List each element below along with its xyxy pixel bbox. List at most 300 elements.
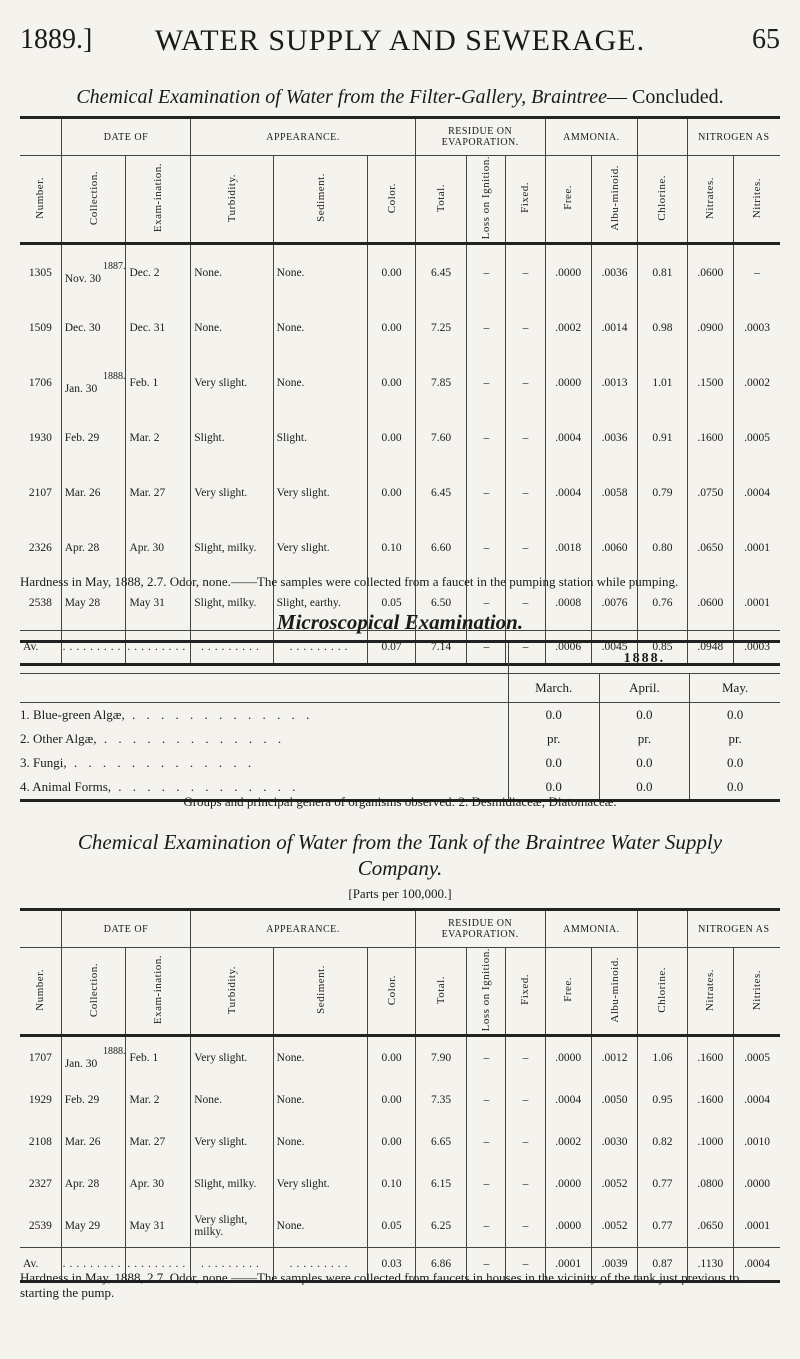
cell-value: 0.91 bbox=[652, 431, 673, 444]
cell-nitrites bbox=[734, 1036, 780, 1080]
group-date: DATE OF bbox=[61, 118, 191, 156]
cell-value: 0.76 bbox=[652, 596, 673, 609]
micro-title: Microscopical Examination. bbox=[276, 610, 524, 634]
col-header-label: Turbidity. bbox=[225, 173, 238, 222]
cell-value: Feb. 29 bbox=[64, 1094, 100, 1107]
col-header-turbidity bbox=[191, 156, 273, 244]
cell-number bbox=[20, 1079, 61, 1121]
cell-value: .0002 bbox=[555, 1136, 582, 1149]
col-header-number bbox=[20, 948, 61, 1036]
avg-leader: ......... bbox=[127, 1258, 190, 1271]
cell-nitrites bbox=[734, 410, 780, 465]
cell-sediment bbox=[273, 300, 368, 355]
cell-turbidity bbox=[191, 244, 273, 301]
col-header-label: Free. bbox=[562, 977, 575, 1003]
cell-color bbox=[368, 1163, 415, 1205]
cell-albu bbox=[591, 520, 637, 575]
cell-value: Feb. 1 bbox=[129, 376, 159, 389]
cell-sediment bbox=[273, 520, 368, 575]
cell-free bbox=[545, 355, 591, 410]
col-header-label: Collection. bbox=[87, 170, 100, 225]
cell-nitrites bbox=[734, 300, 780, 355]
cell-exam bbox=[126, 1121, 191, 1163]
cell-turbidity bbox=[191, 1163, 273, 1205]
cell-value: .0004 bbox=[744, 1094, 770, 1107]
cell-value: .0650 bbox=[697, 1220, 724, 1233]
cell-chlorine bbox=[638, 410, 687, 465]
group-residue: RESIDUE ON EVAPORATION. bbox=[415, 118, 545, 156]
cell-nitrites bbox=[734, 1205, 780, 1248]
cell-value: None. bbox=[276, 1136, 305, 1149]
section2-title-line2: Company. bbox=[357, 856, 443, 880]
cell-free bbox=[545, 1205, 591, 1248]
cell-exam bbox=[126, 355, 191, 410]
cell-loss bbox=[467, 1121, 506, 1163]
cell-value: 6.65 bbox=[430, 1136, 452, 1149]
cell-value: 6.45 bbox=[430, 266, 452, 279]
col-header-total bbox=[415, 156, 467, 244]
avg-leader: ......... bbox=[127, 641, 190, 654]
cell-loss bbox=[467, 1036, 506, 1080]
cell-collection bbox=[61, 1163, 126, 1205]
cell-albu bbox=[591, 300, 637, 355]
col-header-label: Nitrates. bbox=[704, 176, 717, 219]
blank bbox=[638, 118, 687, 156]
cell-turbidity bbox=[191, 1205, 273, 1248]
micro-value: 0.0 bbox=[508, 751, 599, 775]
cell-value: .0052 bbox=[601, 1178, 628, 1191]
cell-value: 0.00 bbox=[381, 376, 402, 389]
cell-value: None. bbox=[194, 266, 223, 279]
cell-turbidity bbox=[191, 1079, 273, 1121]
cell-value: Apr. 28 bbox=[64, 1178, 100, 1191]
cell-value: Dec. 30 bbox=[64, 321, 101, 334]
cell-value: .0013 bbox=[601, 376, 628, 389]
cell-turbidity bbox=[191, 1036, 273, 1080]
cell-value: .0010 bbox=[744, 1136, 770, 1149]
section1-note: Hardness in May, 1888, 2.7. Odor, none.——The samples were collected from a faucet in the pumping station while pumping. bbox=[20, 574, 679, 589]
col-header-label: Turbidity. bbox=[225, 965, 238, 1014]
col-header-label: Fixed. bbox=[519, 182, 532, 214]
cell-value: .0000 bbox=[555, 1052, 582, 1065]
cell-value: .1500 bbox=[697, 376, 724, 389]
row-year: 1887. bbox=[102, 260, 126, 272]
cell-value: 6.45 bbox=[430, 486, 452, 499]
micro-label-text: 4. Animal Forms, bbox=[20, 779, 112, 794]
cell-fixed bbox=[506, 1205, 545, 1248]
cell-value: 7.60 bbox=[430, 431, 452, 444]
cell-value: Apr. 28 bbox=[64, 541, 100, 554]
cell-value: 2327 bbox=[28, 1178, 52, 1191]
cell-value: – bbox=[522, 266, 529, 279]
cell-value: .0000 bbox=[555, 266, 582, 279]
cell-value: .0004 bbox=[555, 431, 582, 444]
cell-value: 2107 bbox=[28, 486, 52, 499]
cell-value: 2538 bbox=[28, 596, 52, 609]
cell-value: .0014 bbox=[601, 321, 628, 334]
cell-loss bbox=[467, 1079, 506, 1121]
cell-value: 0.10 bbox=[381, 1178, 402, 1191]
cell-nitrates bbox=[687, 1205, 733, 1248]
cell-exam bbox=[126, 1205, 191, 1248]
cell-sediment bbox=[273, 1163, 368, 1205]
cell-fixed bbox=[506, 410, 545, 465]
cell-value: – bbox=[522, 596, 529, 609]
col-header-free bbox=[545, 156, 591, 244]
group-nitrogen: NITROGEN AS bbox=[687, 118, 780, 156]
col-header-label: Sediment. bbox=[314, 173, 327, 223]
cell-value: None. bbox=[276, 1094, 305, 1107]
micro-value: 0.0 bbox=[690, 775, 780, 801]
avg-leader: ......... bbox=[62, 1258, 125, 1271]
cell-value: Very slight. bbox=[276, 541, 330, 554]
cell-value: .0050 bbox=[601, 1094, 628, 1107]
cell-value: .0600 bbox=[697, 596, 724, 609]
col-header-exam bbox=[126, 156, 191, 244]
cell-value: .1000 bbox=[697, 1136, 724, 1149]
avg-value: .0045 bbox=[601, 641, 628, 654]
group-appearance: APPEARANCE. bbox=[191, 118, 416, 156]
cell-turbidity bbox=[191, 520, 273, 575]
micro-value: pr. bbox=[599, 727, 690, 751]
cell-value: .0036 bbox=[601, 266, 628, 279]
cell-fixed bbox=[506, 1079, 545, 1121]
micro-value: 0.0 bbox=[599, 775, 690, 801]
cell-value: May 31 bbox=[129, 596, 165, 609]
cell-nitrates bbox=[687, 244, 733, 301]
cell-albu bbox=[591, 1205, 637, 1248]
cell-value: Mar. 27 bbox=[129, 486, 166, 499]
cell-value: – bbox=[522, 1052, 529, 1065]
col-header-label: Albu-minoid. bbox=[608, 956, 621, 1023]
col-header-albu bbox=[591, 156, 637, 244]
cell-total bbox=[415, 410, 467, 465]
table-row bbox=[20, 520, 780, 575]
cell-value: Mar. 27 bbox=[129, 1136, 166, 1149]
cell-value: 1707 bbox=[28, 1052, 52, 1065]
cell-value: – bbox=[483, 1178, 490, 1191]
cell-value: Apr. 30 bbox=[129, 1178, 164, 1191]
cell-free bbox=[545, 465, 591, 520]
avg-value: 7.14 bbox=[430, 641, 452, 654]
cell-value: – bbox=[483, 1220, 490, 1233]
cell-nitrites bbox=[734, 1163, 780, 1205]
col-header-label: Nitrites. bbox=[751, 177, 764, 218]
cell-value: 7.85 bbox=[430, 376, 452, 389]
cell-free bbox=[545, 300, 591, 355]
cell-value: 6.50 bbox=[430, 596, 452, 609]
cell-number bbox=[20, 520, 61, 575]
cell-color bbox=[368, 1205, 415, 1248]
col-header-number bbox=[20, 156, 61, 244]
cell-chlorine bbox=[638, 355, 687, 410]
cell-nitrates bbox=[687, 1036, 733, 1080]
cell-collection bbox=[61, 1079, 126, 1121]
cell-value: 1930 bbox=[28, 431, 52, 444]
cell-value: Feb. 1 bbox=[129, 1052, 159, 1065]
col-header-color bbox=[368, 948, 415, 1036]
cell-collection bbox=[61, 465, 126, 520]
cell-chlorine bbox=[638, 244, 687, 301]
cell-value: 1305 bbox=[28, 266, 52, 279]
cell-value: – bbox=[522, 431, 529, 444]
col-header-nitrates bbox=[687, 156, 733, 244]
avg-label: Av. bbox=[23, 641, 39, 654]
cell-value: .0900 bbox=[697, 321, 724, 334]
cell-exam bbox=[126, 300, 191, 355]
cell-chlorine bbox=[638, 1205, 687, 1248]
micro-label-text: 1. Blue-green Algæ, bbox=[20, 707, 125, 722]
cell-value: – bbox=[522, 1094, 529, 1107]
cell-value: .0650 bbox=[697, 541, 724, 554]
avg-value: .0948 bbox=[697, 641, 724, 654]
cell-value: Slight, milky. bbox=[194, 596, 257, 609]
col-header-label: Nitrites. bbox=[751, 969, 764, 1010]
col-header-total bbox=[415, 948, 467, 1036]
cell-albu bbox=[591, 244, 637, 301]
cell-turbidity bbox=[191, 410, 273, 465]
cell-free bbox=[545, 1163, 591, 1205]
avg-value: .0001 bbox=[555, 1258, 582, 1271]
cell-loss bbox=[467, 244, 506, 301]
cell-number bbox=[20, 1036, 61, 1080]
cell-value: .1600 bbox=[697, 1094, 724, 1107]
cell-value: None. bbox=[276, 266, 305, 279]
col-header-label: Fixed. bbox=[519, 974, 532, 1006]
cell-value: 2108 bbox=[28, 1136, 52, 1149]
cell-value: Jan. 30 bbox=[64, 382, 98, 395]
page-number: 65 bbox=[752, 24, 780, 55]
cell-value: .0001 bbox=[744, 596, 770, 609]
cell-value: .0005 bbox=[744, 431, 770, 444]
cell-exam bbox=[126, 520, 191, 575]
micro-year: 1888. bbox=[623, 650, 666, 666]
cell-nitrates bbox=[687, 465, 733, 520]
col-header-turbidity bbox=[191, 948, 273, 1036]
cell-color bbox=[368, 1079, 415, 1121]
cell-fixed bbox=[506, 300, 545, 355]
cell-value: Nov. 30 bbox=[64, 272, 102, 285]
leader: . . . . . . . . . . . . . bbox=[124, 707, 314, 722]
cell-color bbox=[368, 1036, 415, 1080]
table-row bbox=[20, 1036, 780, 1080]
cell-value: 0.00 bbox=[381, 1094, 402, 1107]
cell-value: 0.00 bbox=[381, 266, 402, 279]
table-row bbox=[20, 1121, 780, 1163]
cell-value: 1.01 bbox=[652, 376, 673, 389]
cell-value: – bbox=[483, 431, 490, 444]
cell-nitrates bbox=[687, 520, 733, 575]
avg-value: 0.07 bbox=[381, 641, 402, 654]
cell-value: .0060 bbox=[601, 541, 628, 554]
cell-fixed bbox=[506, 1036, 545, 1080]
col-header-free bbox=[545, 948, 591, 1036]
cell-free bbox=[545, 1121, 591, 1163]
col-header-label: Albu-minoid. bbox=[608, 164, 621, 231]
col-header-label: Total. bbox=[435, 183, 448, 212]
col-header-label: Color. bbox=[385, 182, 398, 213]
cell-loss bbox=[467, 520, 506, 575]
cell-total bbox=[415, 300, 467, 355]
cell-value: 1706 bbox=[28, 376, 52, 389]
avg-value: 0.85 bbox=[652, 641, 673, 654]
cell-value: Mar. 26 bbox=[64, 486, 101, 499]
avg-value: .0039 bbox=[601, 1258, 628, 1271]
cell-value: Slight. bbox=[194, 431, 225, 444]
cell-nitrites bbox=[734, 355, 780, 410]
col-header-label: Sediment. bbox=[314, 965, 327, 1015]
cell-value: .0004 bbox=[744, 486, 770, 499]
col-header-fixed bbox=[506, 948, 545, 1036]
cell-value: 6.60 bbox=[430, 541, 452, 554]
group-ammonia: AMMONIA. bbox=[545, 910, 638, 948]
cell-value: .0750 bbox=[697, 486, 724, 499]
cell-value: May 31 bbox=[129, 1220, 165, 1233]
cell-value: None. bbox=[194, 1094, 223, 1107]
cell-chlorine bbox=[638, 1121, 687, 1163]
cell-value: 0.80 bbox=[652, 541, 673, 554]
avg-leader: ......... bbox=[201, 1258, 263, 1271]
table-row bbox=[20, 465, 780, 520]
cell-value: .0018 bbox=[555, 541, 582, 554]
cell-collection bbox=[61, 410, 126, 465]
group-nitrogen: NITROGEN AS bbox=[687, 910, 780, 948]
cell-value: None. bbox=[194, 321, 223, 334]
cell-loss bbox=[467, 1205, 506, 1248]
cell-collection bbox=[61, 1205, 126, 1248]
avg-leader: ......... bbox=[289, 1258, 352, 1271]
cell-value: Dec. 31 bbox=[129, 321, 166, 334]
avg-value: .0003 bbox=[744, 641, 770, 654]
leader: . . . . . . . . . . . . . bbox=[96, 731, 286, 746]
col-header-chlorine bbox=[638, 948, 687, 1036]
cell-value: Slight, earthy. bbox=[276, 596, 341, 609]
cell-loss bbox=[467, 410, 506, 465]
cell-value: – bbox=[522, 1178, 529, 1191]
col-header-exam bbox=[126, 948, 191, 1036]
parts-note: [Parts per 100,000.] bbox=[348, 886, 452, 901]
leader: . . . . . . . . . . . . . bbox=[111, 779, 300, 794]
section2-note: Hardness in May, 1888, 2.7. Odor, none.——The samples were collected from faucets in houses in the vicinity of the tank just previous to starting the pump. bbox=[20, 1270, 740, 1300]
cell-value: – bbox=[522, 1136, 529, 1149]
micro-value: 0.0 bbox=[599, 751, 690, 775]
header-title: WATER SUPPLY AND SEWERAGE. bbox=[154, 24, 646, 57]
cell-sediment bbox=[273, 355, 368, 410]
cell-value: Very slight. bbox=[194, 486, 248, 499]
cell-nitrites bbox=[734, 1079, 780, 1121]
cell-collection bbox=[61, 300, 126, 355]
cell-color bbox=[368, 300, 415, 355]
micro-caption: Groups and principal genera of organisms observed: 2. Desmidiaceæ; Diatomaceæ. bbox=[183, 794, 617, 809]
cell-fixed bbox=[506, 1163, 545, 1205]
cell-value: .0800 bbox=[697, 1178, 724, 1191]
cell-value: 7.90 bbox=[430, 1052, 452, 1065]
cell-value: Very slight. bbox=[194, 1052, 248, 1065]
cell-exam bbox=[126, 244, 191, 301]
cell-value: – bbox=[483, 266, 490, 279]
cell-color bbox=[368, 1121, 415, 1163]
avg-value: – bbox=[522, 1258, 529, 1271]
cell-value: 6.25 bbox=[430, 1220, 452, 1233]
cell-loss bbox=[467, 355, 506, 410]
cell-value: – bbox=[483, 486, 490, 499]
cell-value: 0.10 bbox=[381, 541, 402, 554]
cell-sediment bbox=[273, 410, 368, 465]
cell-value: .0003 bbox=[744, 321, 770, 334]
col-header-albu bbox=[591, 948, 637, 1036]
col-header-label: Total. bbox=[435, 975, 448, 1004]
cell-value: .0052 bbox=[601, 1220, 628, 1233]
group-date: DATE OF bbox=[61, 910, 191, 948]
cell-value: Very slight. bbox=[194, 376, 248, 389]
table-row bbox=[20, 410, 780, 465]
cell-value: Slight, milky. bbox=[194, 541, 257, 554]
blank bbox=[20, 910, 61, 948]
cell-value: 2326 bbox=[28, 541, 52, 554]
micro-value: 0.0 bbox=[690, 751, 780, 775]
cell-albu bbox=[591, 1121, 637, 1163]
cell-value: 0.77 bbox=[652, 1220, 673, 1233]
cell-value: Very slight, milky. bbox=[194, 1214, 248, 1239]
cell-total bbox=[415, 1079, 467, 1121]
cell-loss bbox=[467, 465, 506, 520]
avg-leader: ......... bbox=[289, 641, 352, 654]
table-row bbox=[20, 244, 780, 301]
cell-value: Slight, milky. bbox=[194, 1178, 257, 1191]
cell-value: .0000 bbox=[555, 376, 582, 389]
micro-label bbox=[20, 703, 508, 728]
cell-fixed bbox=[506, 465, 545, 520]
cell-sediment bbox=[273, 244, 368, 301]
microscopical-table bbox=[20, 640, 780, 802]
col-header-label: Loss on Ignition. bbox=[480, 156, 493, 240]
cell-value: – bbox=[483, 376, 490, 389]
cell-free bbox=[545, 244, 591, 301]
micro-label-text: 2. Other Algæ, bbox=[20, 731, 97, 746]
cell-total bbox=[415, 1205, 467, 1248]
micro-month: May. bbox=[690, 674, 780, 703]
micro-label bbox=[20, 727, 508, 751]
cell-value: Mar. 26 bbox=[64, 1136, 101, 1149]
cell-value: 7.25 bbox=[430, 321, 452, 334]
cell-value: Feb. 29 bbox=[64, 431, 100, 444]
cell-value: – bbox=[483, 1094, 490, 1107]
micro-value: pr. bbox=[690, 727, 780, 751]
cell-value: – bbox=[522, 486, 529, 499]
cell-chlorine bbox=[638, 1163, 687, 1205]
cell-color bbox=[368, 465, 415, 520]
cell-number bbox=[20, 300, 61, 355]
cell-color bbox=[368, 355, 415, 410]
cell-value: May 28 bbox=[64, 596, 101, 609]
cell-value: – bbox=[522, 541, 529, 554]
avg-leader: ......... bbox=[201, 641, 263, 654]
group-appearance: APPEARANCE. bbox=[191, 910, 416, 948]
cell-value: .0004 bbox=[555, 486, 582, 499]
cell-fixed bbox=[506, 1121, 545, 1163]
cell-value: 0.98 bbox=[652, 321, 673, 334]
avg-value: .0006 bbox=[555, 641, 582, 654]
micro-value: 0.0 bbox=[690, 703, 780, 728]
cell-total bbox=[415, 1121, 467, 1163]
cell-value: 1929 bbox=[28, 1094, 52, 1107]
section1-title: Chemical Examination of Water from the Filter-Gallery, Braintree— Concluded. bbox=[76, 86, 724, 108]
cell-value: Very slight. bbox=[276, 1178, 330, 1191]
micro-row bbox=[20, 727, 780, 751]
cell-value: 0.82 bbox=[652, 1136, 673, 1149]
cell-chlorine bbox=[638, 300, 687, 355]
cell-value: .0000 bbox=[555, 1220, 582, 1233]
